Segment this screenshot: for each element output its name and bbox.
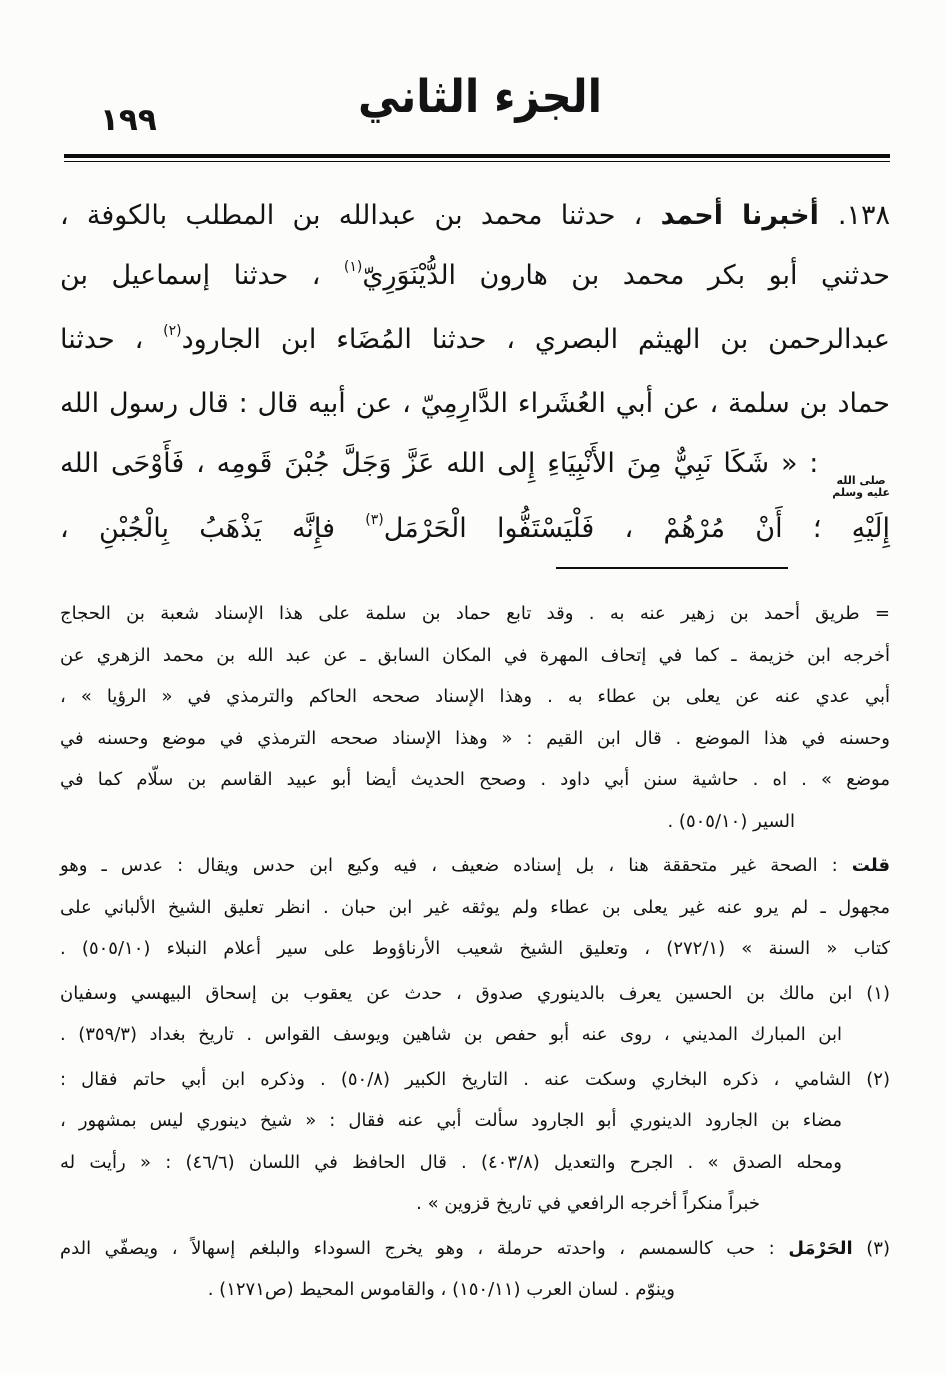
footnotes-section <box>60 593 890 1311</box>
hadith-text <box>60 186 890 563</box>
hadith-line-2: حدثني أبو بكر محمد بن هارون الدُّيْنَوَرِيّ$^{(١)}$ ، حدثنا إسماعيل بن <box>60 259 890 291</box>
footnote-line: ومحله الصدق » . الجرح والتعديل (٤٠٣/٨) . قال الحافظ في اللسان (٤٦/٦) : « رأيت له <box>60 1151 843 1173</box>
footnote-line: (١) ابن مالك بن الحسين يعرف بالدينوري صدوق ، حدث عن يعقوب بن إسحاق البيهسي وسفيان <box>60 982 890 1004</box>
footnote-separator-rule <box>556 567 788 569</box>
saw-symbol: صلى الله عليه وسلم <box>832 474 890 499</box>
footnote-line: (٢) الشامي ، ذكره البخاري وسكت عنه . التاريخ الكبير (٥٠/٨) . وذكره ابن أبي حاتم فقال : <box>60 1068 890 1090</box>
page-number: ١٩٩ <box>100 102 157 138</box>
hadith-line-4: حماد بن سلمة ، عن أبي العُشَراء الدَّارِمِيّ ، عن أبيه قال : قال رسول الله <box>60 388 890 419</box>
footnote-line: مضاء بن الجارود الدينوري أبو الجارود سألت أبي عنه فقال : « شيخ دينوري ليس بمشهور ، <box>60 1110 842 1131</box>
footnote-line: أبي عدي عنه عن يعلى بن عطاء به . وهذا الإسناد صححه الحاكم والترمذي في « الرؤيا » ، <box>60 686 890 707</box>
footnote-qultu-note <box>60 845 890 970</box>
footnote-marker-2: (٢) <box>866 1068 890 1090</box>
opening-phrase: أخبرنا أحمد <box>660 200 838 231</box>
hadith-line-6: إِلَيْهِ ؛ أَنْ مُرْهُمْ ، فَلْيَسْتَفُّوا الْحَرْمَل$^{(٣)}$ فإِنَّه يَذْهَبُ بِالْجُبْنِ ، <box>60 512 890 544</box>
footnote-continuation-note <box>60 593 890 842</box>
footnote-line: أخرجه ابن خزيمة ـ كما في إتحاف المهرة في المكان السابق ـ عن عبد الله بن محمد الزهري عن <box>60 644 890 666</box>
header-rule <box>64 154 890 162</box>
footnote-ref-1: (١) <box>343 259 363 275</box>
hadith-number: ١٣٨. <box>837 200 890 231</box>
qultu-label: قلت <box>851 855 890 876</box>
footnote-line: السير (٥٠٥/١٠) . <box>667 810 795 832</box>
footnote-line: كتاب « السنة » (٢٧٢/١) ، وتعليق الشيخ شعيب الأرناؤوط على سير أعلام النبلاء (٥٠٥/١٠) . <box>60 938 890 959</box>
volume-title-calligraphy: الجزء الثاني <box>357 70 602 123</box>
hadith-line-1: ١٣٨. أخبرنا أحمد ، حدثنا محمد بن عبدالله بن المطلب بالكوفة ، <box>60 200 890 231</box>
page-header <box>60 0 890 182</box>
footnote-line: وينوّم . لسان العرب (١٥٠/١١) ، والقاموس المحيط (ص١٢٧١) . <box>207 1279 675 1300</box>
hadith-line-3: عبدالرحمن بن الهيثم البصري ، حدثنا المُضَاء ابن الجارود$^{(٢)}$ ، حدثنا <box>60 323 890 355</box>
footnote-line: قلت : الصحة غير متحققة هنا ، بل إسناده ضعيف ، فيه وكيع ابن حدس ويقال : عدس ـ وهو <box>60 855 890 876</box>
footnote-marker-3: (٣) <box>866 1237 890 1259</box>
footnote-marker-1: (١) <box>866 982 890 1004</box>
footnote-line: موضع » . اه . حاشية سنن أبي داود . وصحح الحديث أيضا أبو عبيد القاسم بن سلّام كما في <box>60 769 890 790</box>
footnote-ref-3: (٣) <box>365 512 384 528</box>
footnote-item-3 <box>60 1228 890 1311</box>
footnote-line: مجهول ـ لم يرو عنه غير يعلى بن عطاء ولم يوثقه غير ابن حبان . انظر تعليق الشيخ الألباني على <box>60 896 890 918</box>
hadith-line-5: صلى الله عليه وسلم : « شَكَا نَبِيٌّ مِنَ الأَنْبِيَاءِ إِلى الله عَزَّ وَجَلَّ جُبْنَ قَومِه ، فَأَوْحَى الله <box>60 448 890 499</box>
footnote-line: خبراً منكراً أخرجه الرافعي في تاريخ قزوين » . <box>416 1193 760 1214</box>
footnote-item-2 <box>60 1059 890 1225</box>
footnote-ref-2: (٢) <box>163 323 182 339</box>
footnote-line: = طريق أحمد بن زهير عنه به . وقد تابع حماد بن سلمة على هذا الإسناد شعبة بن الحجاج <box>60 603 890 624</box>
footnote-line: وحسنه في هذا الموضع . قال ابن القيم : « وهذا الإسناد صححه الترمذي في موضع وحسنه في <box>60 727 890 749</box>
footnote-item-1 <box>60 973 890 1056</box>
footnote-line: (٣) الحَرْمَل : حب كالسمسم ، واحدته حرملة ، وهو يخرج السوداء والبلغم إسهالاً ، ويصفّي الدم <box>60 1237 890 1259</box>
footnote-term: الحَرْمَل <box>788 1237 853 1259</box>
footnote-line: ابن المبارك المديني ، روى عنه أبو حفص بن شاهين ويوسف القواس . تاريخ بغداد (٣٥٩/٣) . <box>60 1024 842 1045</box>
